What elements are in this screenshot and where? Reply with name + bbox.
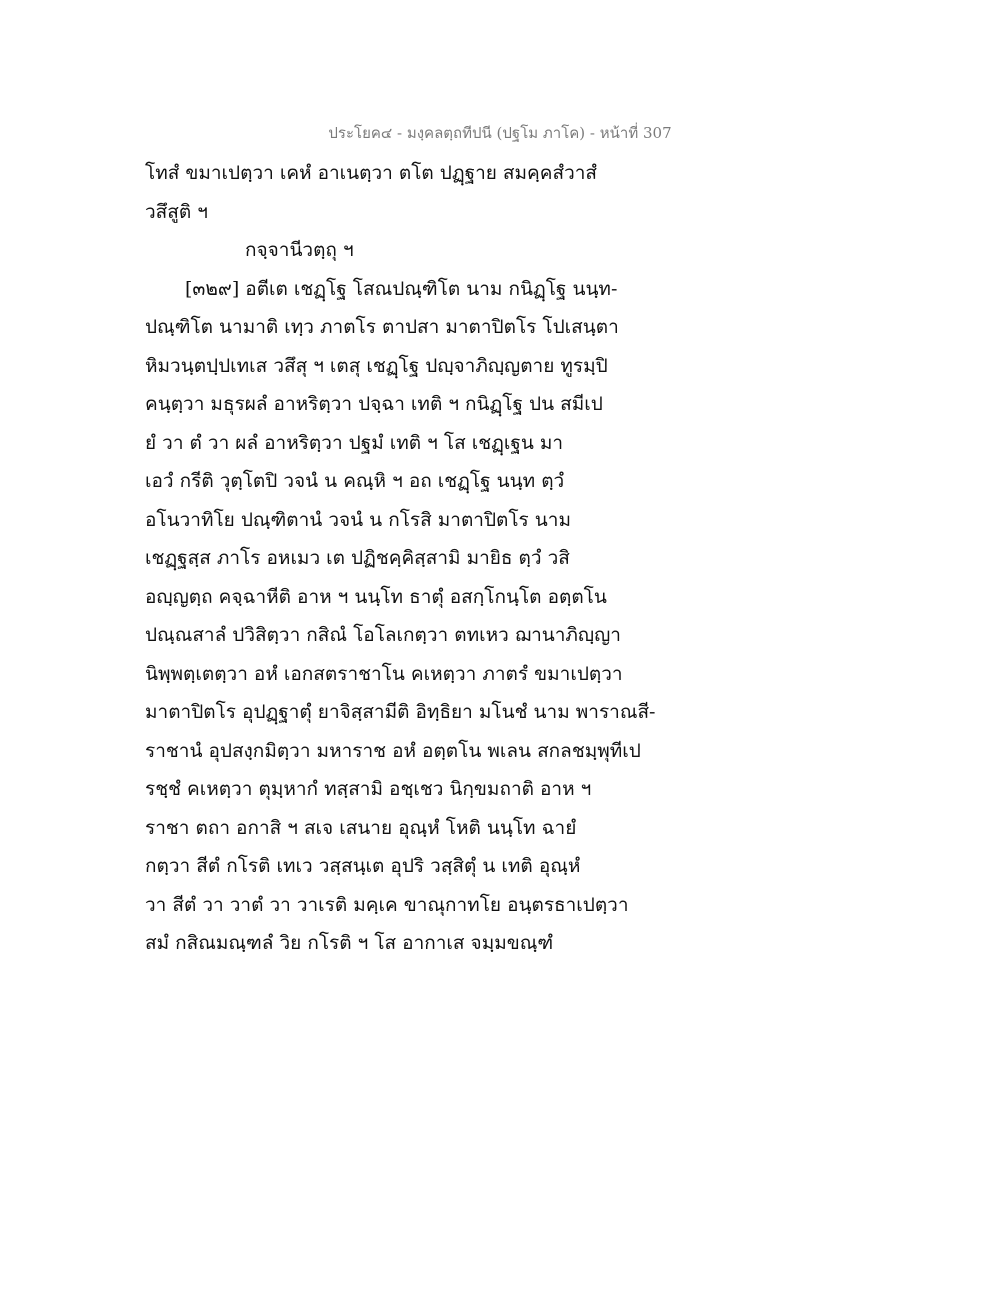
- text-line: อโนวาทิโย ปณฺฑิตานํ วจนํ น กโรสิ มาตาปิตโร นาม: [145, 508, 571, 531]
- text-line: เชฏฺฐสฺส ภาโร อหเมว เต ปฏิชคฺคิสฺสามิ มายิธ ตฺวํ วสิ: [145, 547, 570, 569]
- text-line: โทสํ ขมาเปตฺวา เคหํ อาเนตฺวา ตโต ปฏฺฐาย สมคฺคสํวาสํ: [145, 162, 598, 184]
- text-line: มาตาปิตโร อุปฏฺฐาตุํ ยาจิสฺสามีติ อิทฺธิยา มโนชํ นาม พาราณสี-: [145, 701, 656, 723]
- text-line: อญฺญตฺถ คจฺฉาหีติ อาห ฯ นนฺโท ธาตุํ อสกฺโกนฺโต อตฺตโน: [145, 585, 607, 608]
- text-line: เอวํ กรีติ วุตฺโตปิ วจนํ น คณฺหิ ฯ อถ เชฏฺโฐ นนฺท ตฺวํ: [145, 470, 565, 492]
- text-line: [๓๒๙] อตีเต เชฏฺโฐ โสณปณฺฑิโต นาม กนิฏฺโฐ นนฺท-: [185, 277, 618, 300]
- text-line: ราชานํ อุปสงฺกมิตฺวา มหาราช อหํ อตฺตโน พเลน สกลชมฺพุทีเป: [145, 739, 641, 762]
- text-line: ปณฺณสาลํ ปวิสิตฺวา กสิณํ โอโลเกตฺวา ตทเหว ฌานาภิญฺญา: [145, 624, 621, 646]
- text-line: ปณฺฑิโต นามาติ เทฺว ภาตโร ตาปสา มาตาปิตโร โปเสนฺตา: [145, 316, 619, 338]
- text-line: นิพฺพตฺเตตฺวา อหํ เอกสตราชาโน คเหตฺวา ภาตรํ ขมาเปตฺวา: [145, 662, 623, 685]
- text-line: วสึสูติ ฯ: [145, 200, 208, 223]
- page-header: ประโยค๔ - มงฺคลตฺถทีปนี (ปฐโม ภาโค) - หน้าที่ 307: [328, 124, 672, 142]
- text-line: คนฺตฺวา มธุรผลํ อาหริตฺวา ปจฺฉา เทติ ฯ กนิฏฺโฐ ปน สมีเป: [145, 393, 603, 415]
- text-line: รชฺชํ คเหตฺวา ตุมฺหากํ ทสฺสามิ อชฺเชว นิกฺขมถาติ อาห ฯ: [145, 778, 592, 800]
- text-line: วา สีตํ วา วาตํ วา วาเรติ มคฺเค ขาณุกาทโย อนฺตรธาเปตฺวา: [145, 893, 629, 916]
- text-line: หิมวนฺตปฺปเทเส วสึสุ ฯ เตสุ เชฏฺโฐ ปญฺจาภิญฺญตาย ทูรมฺปิ: [145, 354, 608, 377]
- text-line: กตฺวา สีตํ กโรติ เทเว วสฺสนฺเต อุปริ วสฺสิตุํ น เทติ อุณฺหํ: [145, 855, 581, 877]
- page-body: [145, 154, 705, 963]
- text-line: สมํ กสิณมณฺฑลํ วิย กโรติ ฯ โส อากาเส จมฺมขณฺฑํ: [145, 932, 554, 954]
- text-line: ราชา ตถา อกาสิ ฯ สเจ เสนาย อุณฺหํ โหติ นนฺโท ฉายํ: [145, 816, 577, 839]
- story-title: กจฺจานีวตฺถุ ฯ: [245, 239, 354, 261]
- text-line: ยํ วา ตํ วา ผลํ อาหริตฺวา ปฐมํ เทติ ฯ โส เชฏฺเฐน มา: [145, 431, 564, 454]
